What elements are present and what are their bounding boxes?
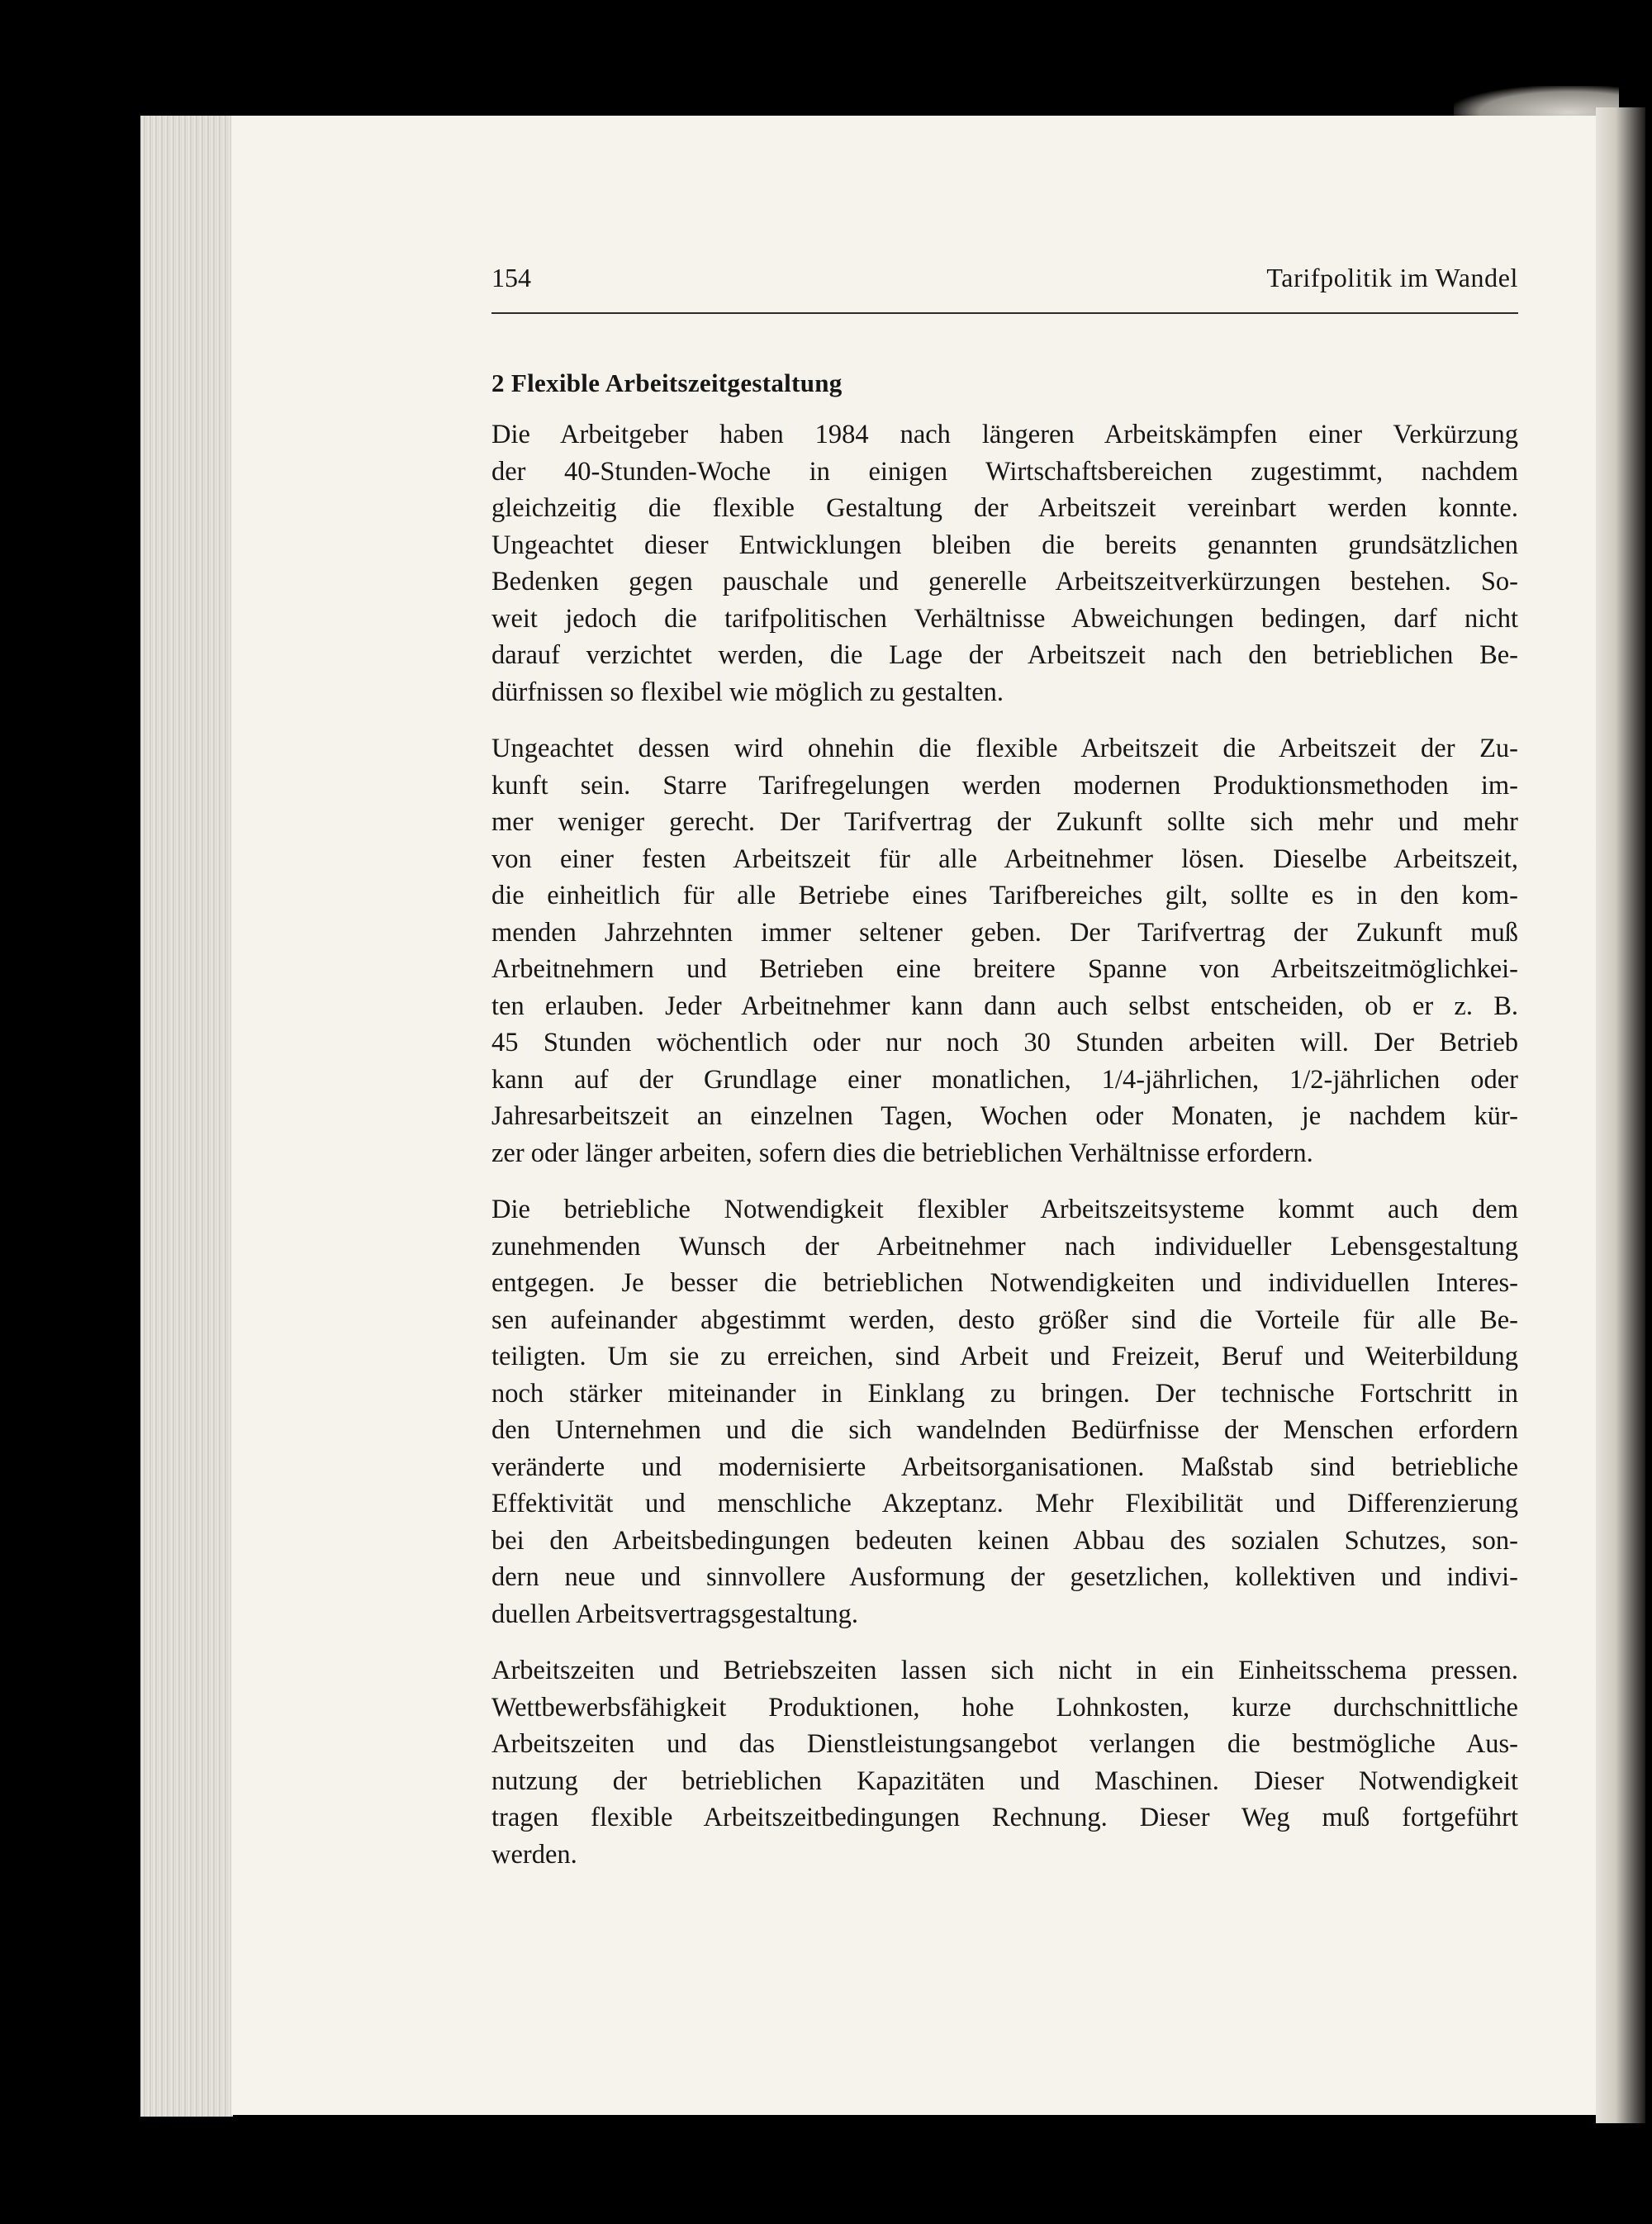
text-line: den Unternehmen und die sich wandelnden Bedürfnisse der Menschen erfordern	[491, 1415, 1518, 1445]
text-line: noch stärker miteinander in Einklang zu bringen. Der technische Fortschritt in	[491, 1378, 1518, 1409]
body-text	[491, 416, 1518, 1893]
text-line: tragen flexible Arbeitszeitbedingungen Rechnung. Dieser Weg muß fortgeführt	[491, 1803, 1518, 1832]
text-line: dürfnissen so flexibel wie möglich zu gestalten.	[491, 677, 1004, 707]
paragraph-2	[491, 730, 1518, 1171]
text-line: werden.	[491, 1839, 577, 1870]
text-line: teiligten. Um sie zu erreichen, sind Arbeit und Freizeit, Beruf und Weiterbildung	[491, 1342, 1518, 1371]
page-number: 154	[491, 263, 531, 292]
text-line: sen aufeinander abgestimmt werden, desto größer sind die Vorteile für alle Be-	[491, 1304, 1518, 1335]
page-curl-shadow	[1454, 86, 1619, 119]
text-line: Arbeitszeiten und Betriebszeiten lassen sich nicht in ein Einheitsschema pressen.	[491, 1656, 1518, 1685]
text-line: kann auf der Grundlage einer monatlichen, 1/4-jährlichen, 1/2-jährlichen oder	[491, 1064, 1518, 1095]
text-line: kunft sein. Starre Tarifregelungen werden modernen Produktionsmethoden im-	[491, 770, 1518, 801]
text-line: entgegen. Je besser die betrieblichen Notwendigkeiten und individuellen Interes-	[491, 1268, 1518, 1298]
text-line: zunehmenden Wunsch der Arbeitnehmer nach individueller Lebensgestaltung	[491, 1231, 1518, 1262]
paragraph-1	[491, 416, 1518, 710]
text-line: gleichzeitig die flexible Gestaltung der Arbeitszeit vereinbart werden konnte.	[491, 493, 1518, 523]
book-page-edges	[140, 116, 233, 2117]
text-line: duellen Arbeitsvertragsgestaltung.	[491, 1599, 859, 1629]
text-line: Die Arbeitgeber haben 1984 nach längeren Arbeitskämpfen einer Verkürzung	[491, 420, 1518, 449]
running-title: Tarifpolitik im Wandel	[1266, 263, 1518, 292]
text-line: Ungeachtet dessen wird ohnehin die flexible Arbeitszeit die Arbeitszeit der Zu-	[491, 734, 1518, 763]
text-line: darauf verzichtet werden, die Lage der Arbeitszeit nach den betrieblichen Be-	[491, 640, 1518, 670]
text-line: die einheitlich für alle Betriebe eines Tarifbereiches gilt, sollte es in den kom-	[491, 881, 1518, 910]
text-line: Effektivität und menschliche Akzeptanz. Mehr Flexibilität und Differenzierung	[491, 1489, 1518, 1518]
text-line: bei den Arbeitsbedingungen bedeuten keinen Abbau des sozialen Schutzes, son-	[491, 1525, 1518, 1556]
header-rule	[491, 312, 1518, 314]
text-line: Die betriebliche Notwendigkeit flexibler Arbeitszeitsysteme kommt auch dem	[491, 1195, 1518, 1224]
text-line: Ungeachtet dieser Entwicklungen bleiben die bereits genannten grundsätzlichen	[491, 530, 1518, 560]
paragraph-3	[491, 1191, 1518, 1632]
text-line: nutzung der betrieblichen Kapazitäten und Maschinen. Dieser Notwendigkeit	[491, 1765, 1518, 1796]
text-line: dern neue und sinnvollere Ausformung der gesetzlichen, kollektiven und indivi-	[491, 1562, 1518, 1592]
book-gutter-edge	[1596, 107, 1645, 2123]
text-line: von einer festen Arbeitszeit für alle Arbeitnehmer lösen. Dieselbe Arbeitszeit,	[491, 844, 1518, 874]
text-line: Arbeitszeiten und das Dienstleistungsangebot verlangen die bestmögliche Aus-	[491, 1729, 1518, 1759]
text-line: Bedenken gegen pauschale und generelle Arbeitszeitverkürzungen bestehen. So-	[491, 567, 1518, 596]
text-line: Wettbewerbsfähigkeit Produktionen, hohe Lohnkosten, kurze durchschnittliche	[491, 1692, 1518, 1723]
section-heading: 2 Flexible Arbeitszeitgestaltung	[491, 368, 843, 397]
paragraph-4	[491, 1652, 1518, 1873]
text-line: zer oder länger arbeiten, sofern dies die betrieblichen Verhältnisse erfordern.	[491, 1138, 1313, 1168]
text-line: Arbeitnehmern und Betrieben eine breitere Spanne von Arbeitszeitmöglichkei-	[491, 954, 1518, 984]
text-line: Jahresarbeitszeit an einzelnen Tagen, Wochen oder Monaten, je nachdem kür-	[491, 1101, 1518, 1131]
text-line: mer weniger gerecht. Der Tarifvertrag der Zukunft sollte sich mehr und mehr	[491, 807, 1518, 837]
text-line: veränderte und modernisierte Arbeitsorganisationen. Maßstab sind betriebliche	[491, 1452, 1518, 1482]
running-head	[491, 263, 1518, 312]
text-line: ten erlauben. Jeder Arbeitnehmer kann dann auch selbst entscheiden, ob er z. B.	[491, 991, 1518, 1021]
text-line: menden Jahrzehnten immer seltener geben. Der Tarifvertrag der Zukunft muß	[491, 917, 1518, 948]
text-line: 45 Stunden wöchentlich oder nur noch 30 Stunden arbeiten will. Der Betrieb	[491, 1028, 1518, 1057]
text-line: weit jedoch die tarifpolitischen Verhältnisse Abweichungen bedingen, darf nicht	[491, 603, 1518, 634]
text-line: der 40-Stunden-Woche in einigen Wirtschaftsbereichen zugestimmt, nachdem	[491, 456, 1518, 487]
